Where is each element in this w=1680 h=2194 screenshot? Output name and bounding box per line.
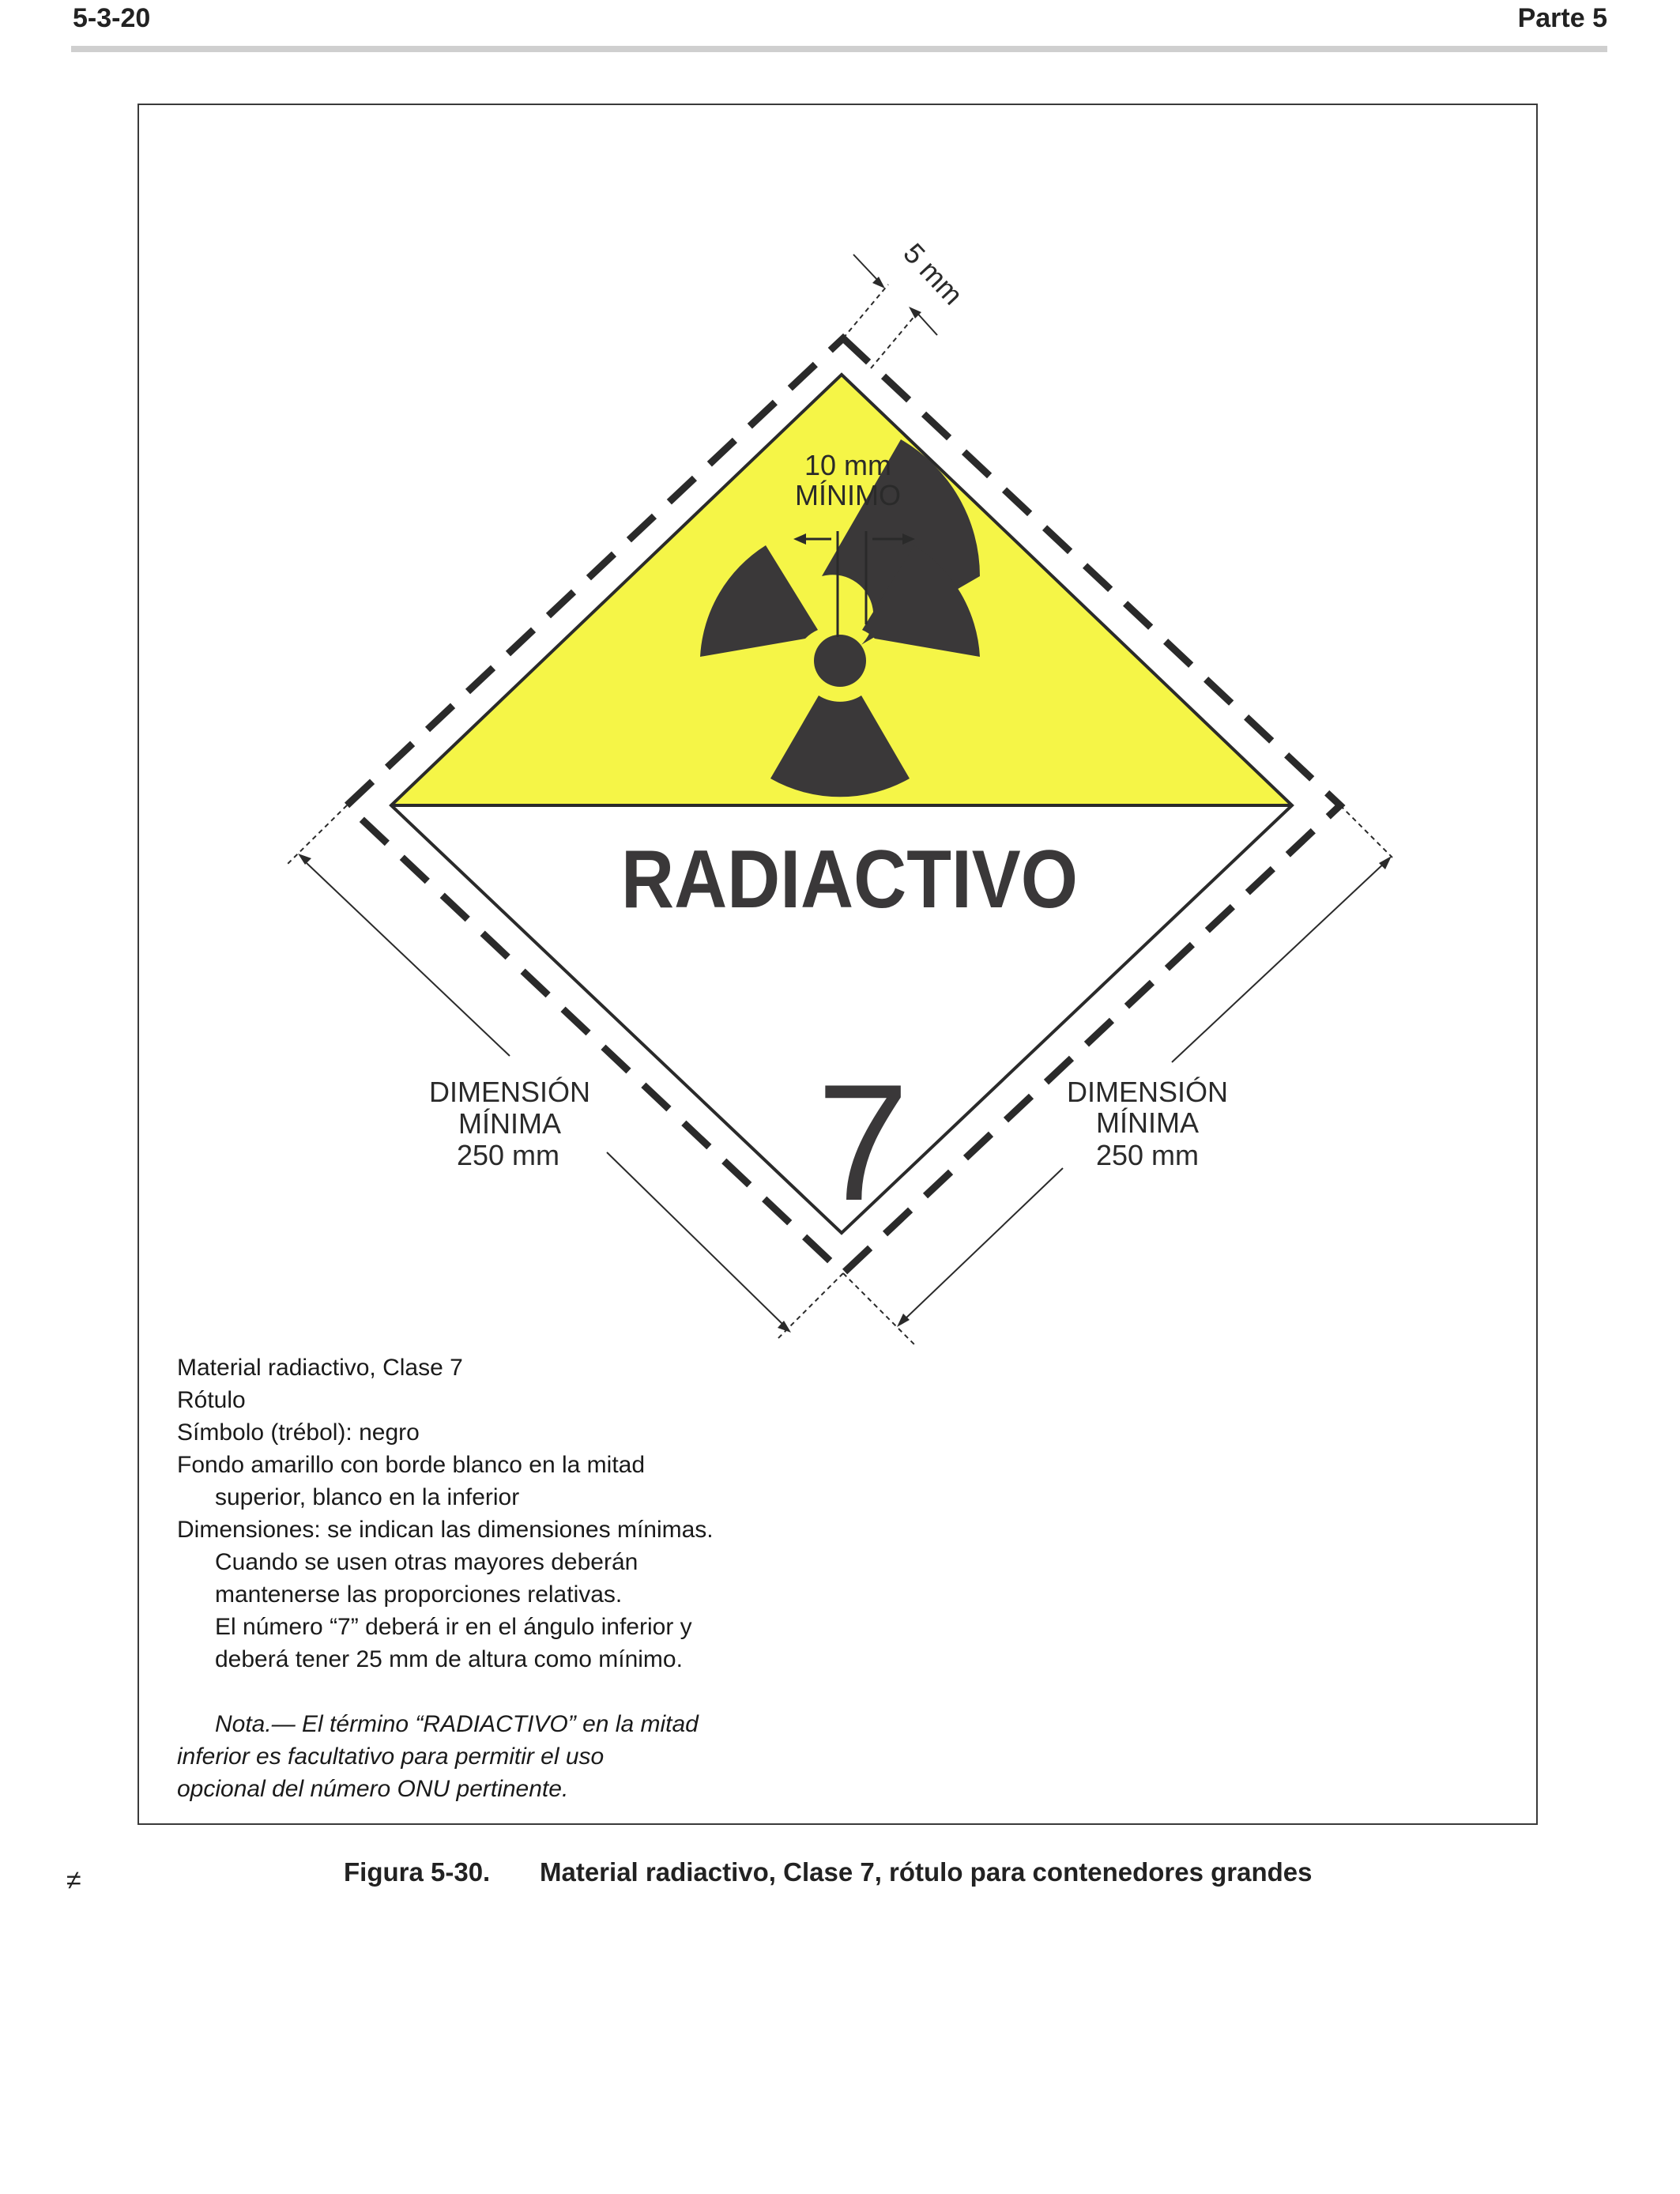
- spacing-arrows: [872, 277, 921, 319]
- placard-word: RADIACTIVO: [621, 834, 1078, 925]
- left-dimension-line-1: DIMENSIÓN: [428, 1076, 591, 1108]
- note-line: inferior es facultativo para permitir el uso: [177, 1744, 605, 1770]
- description-line: El número “7” deberá ir en el ángulo inferior y: [215, 1614, 692, 1640]
- page-number: 5-3-20: [73, 3, 151, 33]
- class-number: 7: [816, 1050, 910, 1235]
- description-line: deberá tener 25 mm de altura como mínimo.: [215, 1646, 683, 1672]
- spacing-label: 5 mm: [897, 236, 970, 311]
- figure-title: Material radiactivo, Clase 7, rótulo para contenedores grandes: [540, 1857, 1313, 1887]
- description-line: Rótulo: [177, 1387, 246, 1413]
- right-dimension-line-3: 250 mm: [1095, 1139, 1200, 1171]
- right-dimension-line-2: MÍNIMA: [1096, 1106, 1199, 1139]
- figure-caption: [344, 1857, 1312, 1887]
- change-mark: ≠: [66, 1865, 81, 1895]
- right-dimension-line-1: DIMENSIÓN: [1066, 1076, 1229, 1108]
- left-dimension-line-2: MÍNIMA: [458, 1107, 561, 1140]
- description-line: Fondo amarillo con borde blanco en la mitad: [177, 1452, 646, 1478]
- note-line: Nota.— El término “RADIACTIVO” en la mitad: [215, 1711, 699, 1737]
- figure-number: Figura 5-30.: [344, 1857, 491, 1887]
- description-line: mantenerse las proporciones relativas.: [215, 1581, 623, 1608]
- part-label: Parte 5: [1517, 3, 1607, 33]
- note-line: opcional del número ONU pertinente.: [177, 1776, 569, 1802]
- symbol-spacing-label-1: 10 mm: [804, 449, 892, 481]
- description-line: Cuando se usen otras mayores deberán: [215, 1549, 638, 1575]
- description-line: Símbolo (trébol): negro: [177, 1419, 420, 1446]
- symbol-spacing-label-2: MÍNIMO: [795, 479, 901, 511]
- description-line: Material radiactivo, Clase 7: [177, 1355, 463, 1381]
- description-line: Dimensiones: se indican las dimensiones mínimas.: [177, 1517, 714, 1543]
- left-dimension-line-3: 250 mm: [456, 1139, 560, 1171]
- placard-description: [177, 1351, 825, 1805]
- description-line: superior, blanco en la inferior: [215, 1484, 520, 1510]
